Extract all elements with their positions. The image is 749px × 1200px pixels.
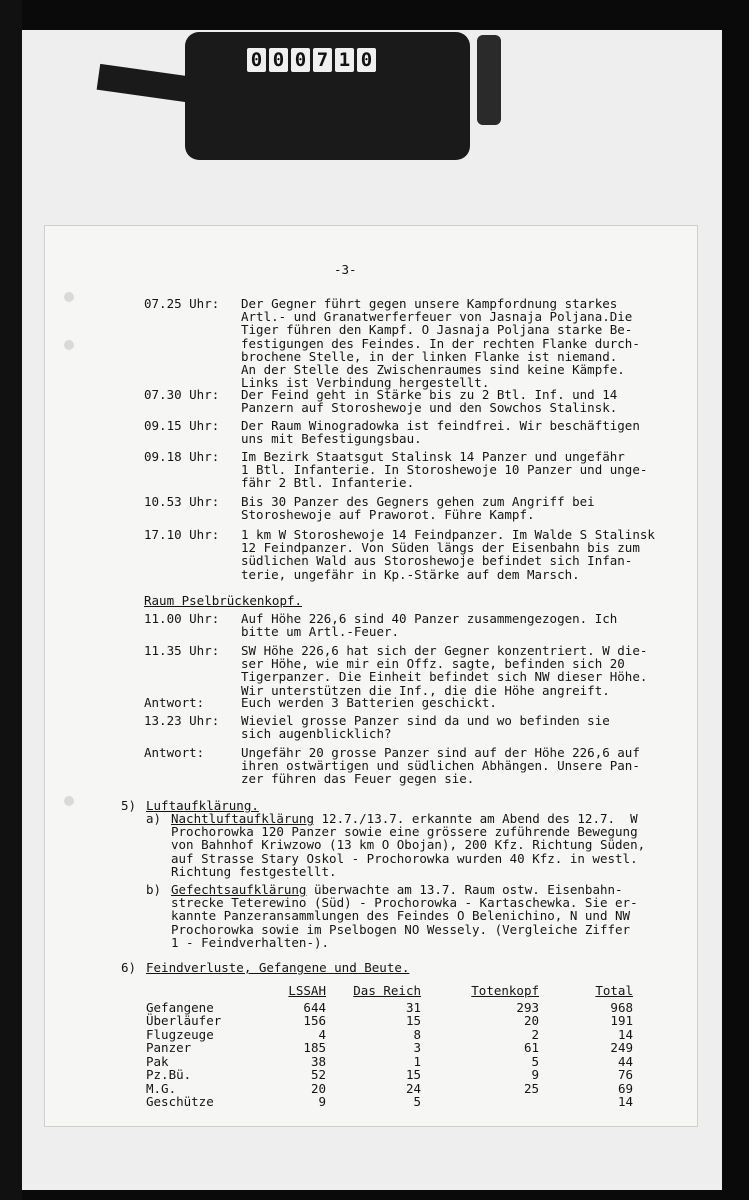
table-cell: 25 bbox=[523, 1080, 539, 1096]
table-row bbox=[146, 1001, 633, 1015]
entry-time: Antwort: bbox=[144, 745, 205, 760]
table-cell: 4 bbox=[318, 1026, 326, 1042]
table-row bbox=[146, 1014, 633, 1028]
table-header bbox=[146, 984, 266, 1001]
table-cell: Flugzeuge bbox=[146, 1026, 214, 1042]
table-row bbox=[146, 1082, 633, 1096]
section-heading: Raum Pselbrückenkopf. bbox=[144, 593, 303, 608]
table-cell: 38 bbox=[310, 1053, 326, 1069]
table-cell: 31 bbox=[405, 999, 421, 1015]
entry-time: 09.18 Uhr: bbox=[144, 449, 220, 464]
subsection-marker: b) bbox=[146, 882, 162, 897]
entry-time: 13.23 Uhr: bbox=[144, 713, 220, 728]
table-cell: 14 bbox=[617, 1026, 633, 1042]
punch-hole bbox=[64, 340, 74, 350]
counter-digit: 0 bbox=[247, 48, 266, 72]
table-cell: 24 bbox=[405, 1080, 421, 1096]
counter-digit: 0 bbox=[357, 48, 376, 72]
table-cell: 76 bbox=[617, 1067, 633, 1082]
table-cell: 44 bbox=[617, 1053, 633, 1069]
table-cell: 968 bbox=[610, 999, 633, 1015]
entry-text: Der Raum Winogradowka ist feindfrei. Wir beschäftigen uns mit Befestigungsbau. bbox=[241, 418, 640, 447]
subsection-text: Nachtluftaufklärung 12.7./13.7. erkannte am Abend des 12.7. W Prochorowka 120 Panzer sowie eine grössere zuführende Bewegung von Bahnhof Kriwzowo (13 km O Obojan), 200 Kfz. Richtung Süden, auf Strasse Stary Oskol - Prochorowka wurden 40 Kfz. in westl. Richtung festgestellt. bbox=[171, 811, 646, 879]
table-row bbox=[146, 1095, 633, 1109]
section-number: 5) bbox=[121, 798, 137, 813]
table-cell: 52 bbox=[310, 1067, 326, 1082]
entry-text: Der Gegner führt gegen unsere Kampfordnung starkes Artl.- und Granatwerferfeuer von Jasnaja Poljana.Die Tiger führen den Kampf. O Jasnaja Poljana starke Be- festigungen des Feindes. In der rechten Flanke durch- brochene Stelle, in der linken Flanke ist niemand. An der Stelle des Zwischenraumes sind keine Kämpfe. Links ist Verbindung hergestellt. bbox=[241, 296, 640, 391]
section-heading: Feindverluste, Gefangene und Beute. bbox=[146, 960, 410, 975]
entry-time: Antwort: bbox=[144, 695, 205, 710]
subsection-marker: a) bbox=[146, 811, 162, 826]
frame-counter-device bbox=[185, 32, 470, 160]
section-number: 6) bbox=[121, 960, 137, 975]
entry-text: Der Feind geht in Stärke bis zu 2 Btl. Inf. und 14 Panzern auf Storoshewoje und den Sowchos Stalinsk. bbox=[241, 387, 618, 416]
table-cell bbox=[421, 1095, 539, 1109]
entry-text: 1 km W Storoshewoje 14 Feindpanzer. Im Walde S Stalinsk 12 Feindpanzer. Von Süden längs der Eisenbahn bis zum südlichen Wald aus Storoshewoje befindet sich Infan- terie, ungefähr in Kp.-Stärke auf dem Marsch. bbox=[241, 527, 655, 582]
entry-text: Euch werden 3 Batterien geschickt. bbox=[241, 695, 497, 710]
table-row bbox=[146, 1055, 633, 1069]
table-cell: 5 bbox=[413, 1094, 421, 1109]
table-cell: 8 bbox=[413, 1026, 421, 1042]
entry-time: 11.00 Uhr: bbox=[144, 611, 220, 626]
entry-text: Im Bezirk Staatsgut Stalinsk 14 Panzer und ungefähr 1 Btl. Infanterie. In Storoshewoje 10 Panzer und unge- fähr 2 Btl. Infanterie. bbox=[241, 449, 648, 491]
table-cell: 9 bbox=[318, 1094, 326, 1109]
losses-table bbox=[146, 984, 633, 1109]
table-cell: 61 bbox=[523, 1040, 539, 1055]
table-header: Total bbox=[595, 983, 633, 998]
subsection-heading: Gefechtsaufklärung bbox=[171, 882, 307, 897]
table-cell: Überläufer bbox=[146, 1013, 222, 1028]
table-cell: 293 bbox=[516, 999, 539, 1015]
table-row bbox=[146, 1041, 633, 1055]
table-cell: 9 bbox=[531, 1067, 539, 1082]
table-cell: 2 bbox=[531, 1026, 539, 1042]
scan-left-border bbox=[0, 0, 22, 1200]
punch-hole bbox=[64, 292, 74, 302]
table-cell: 156 bbox=[303, 1013, 326, 1028]
counter-digit: 7 bbox=[313, 48, 332, 72]
table-cell: 644 bbox=[303, 999, 326, 1015]
table-cell: Pak bbox=[146, 1053, 169, 1069]
table-header: Das Reich bbox=[353, 983, 421, 998]
counter-digit: 0 bbox=[269, 48, 288, 72]
counter-digit: 1 bbox=[335, 48, 354, 72]
table-cell: 69 bbox=[617, 1080, 633, 1096]
table-cell: 5 bbox=[531, 1053, 539, 1069]
punch-hole bbox=[64, 796, 74, 806]
entry-time: 17.10 Uhr: bbox=[144, 527, 220, 542]
page-number: -3- bbox=[334, 262, 357, 277]
table-cell: Pz.Bü. bbox=[146, 1067, 192, 1082]
entry-time: 10.53 Uhr: bbox=[144, 494, 220, 509]
table-cell: 15 bbox=[405, 1067, 421, 1082]
table-row bbox=[146, 1068, 633, 1082]
table-row bbox=[146, 1028, 633, 1042]
table-cell: 3 bbox=[413, 1040, 421, 1055]
entry-text: Wieviel grosse Panzer sind da und wo befinden sie sich augenblicklich? bbox=[241, 713, 610, 742]
table-cell: 249 bbox=[610, 1040, 633, 1055]
section-heading: Luftaufklärung. bbox=[146, 798, 259, 813]
entry-text: SW Höhe 226,6 hat sich der Gegner konzentriert. W die- ser Höhe, wie mir ein Offz. sagte, befinden sich 20 Tigerpanzer. Die Einheit befindet sich NW dieser Höhe. Wir unterstützen die Inf., die die Höhe angreift. bbox=[241, 643, 648, 698]
table-cell: Gefangene bbox=[146, 999, 214, 1015]
table-cell: Panzer bbox=[146, 1040, 192, 1055]
counter-knob bbox=[477, 35, 501, 125]
entry-text: Auf Höhe 226,6 sind 40 Panzer zusammengezogen. Ich bitte um Artl.-Feuer. bbox=[241, 611, 618, 640]
table-cell: 1 bbox=[413, 1053, 421, 1069]
table-header: Totenkopf bbox=[471, 983, 539, 998]
entry-time: 07.25 Uhr: bbox=[144, 296, 220, 311]
table-cell: 191 bbox=[610, 1013, 633, 1028]
table-cell: 14 bbox=[617, 1094, 633, 1109]
table-header: LSSAH bbox=[288, 983, 326, 998]
entry-time: 07.30 Uhr: bbox=[144, 387, 220, 402]
table-cell: 185 bbox=[303, 1040, 326, 1055]
table-cell: Geschütze bbox=[146, 1094, 214, 1109]
table-cell: 20 bbox=[310, 1080, 326, 1096]
table-cell: M.G. bbox=[146, 1080, 177, 1096]
table-cell: 15 bbox=[405, 1013, 421, 1028]
entry-time: 11.35 Uhr: bbox=[144, 643, 220, 658]
subsection-heading: Nachtluftaufklärung bbox=[171, 811, 314, 826]
table-cell: 20 bbox=[523, 1013, 539, 1028]
entry-text: Ungefähr 20 grosse Panzer sind auf der Höhe 226,6 auf ihren ostwärtigen und südlichen Abhängen. Unsere Pan- zer führen das Feuer gegen sie. bbox=[241, 745, 640, 787]
entry-time: 09.15 Uhr: bbox=[144, 418, 220, 433]
subsection-text: Gefechtsaufklärung überwachte am 13.7. Raum ostw. Eisenbahn- strecke Teterewino (Süd) - Prochorowka - Kartaschewka. Sie er- kannte Panzeransammlungen des Feindes O Belenichino, N und NW Prochorowka sowie im Pselbogen NO Wessely. (Vergleiche Ziffer 1 - Feindverhalten-). bbox=[171, 882, 638, 950]
entry-text: Bis 30 Panzer des Gegners gehen zum Angriff bei Storoshewoje auf Praworot. Führe Kampf. bbox=[241, 494, 595, 523]
table-header-row bbox=[146, 984, 633, 1001]
counter-digit: 0 bbox=[291, 48, 310, 72]
frame-counter-digits bbox=[247, 48, 376, 72]
